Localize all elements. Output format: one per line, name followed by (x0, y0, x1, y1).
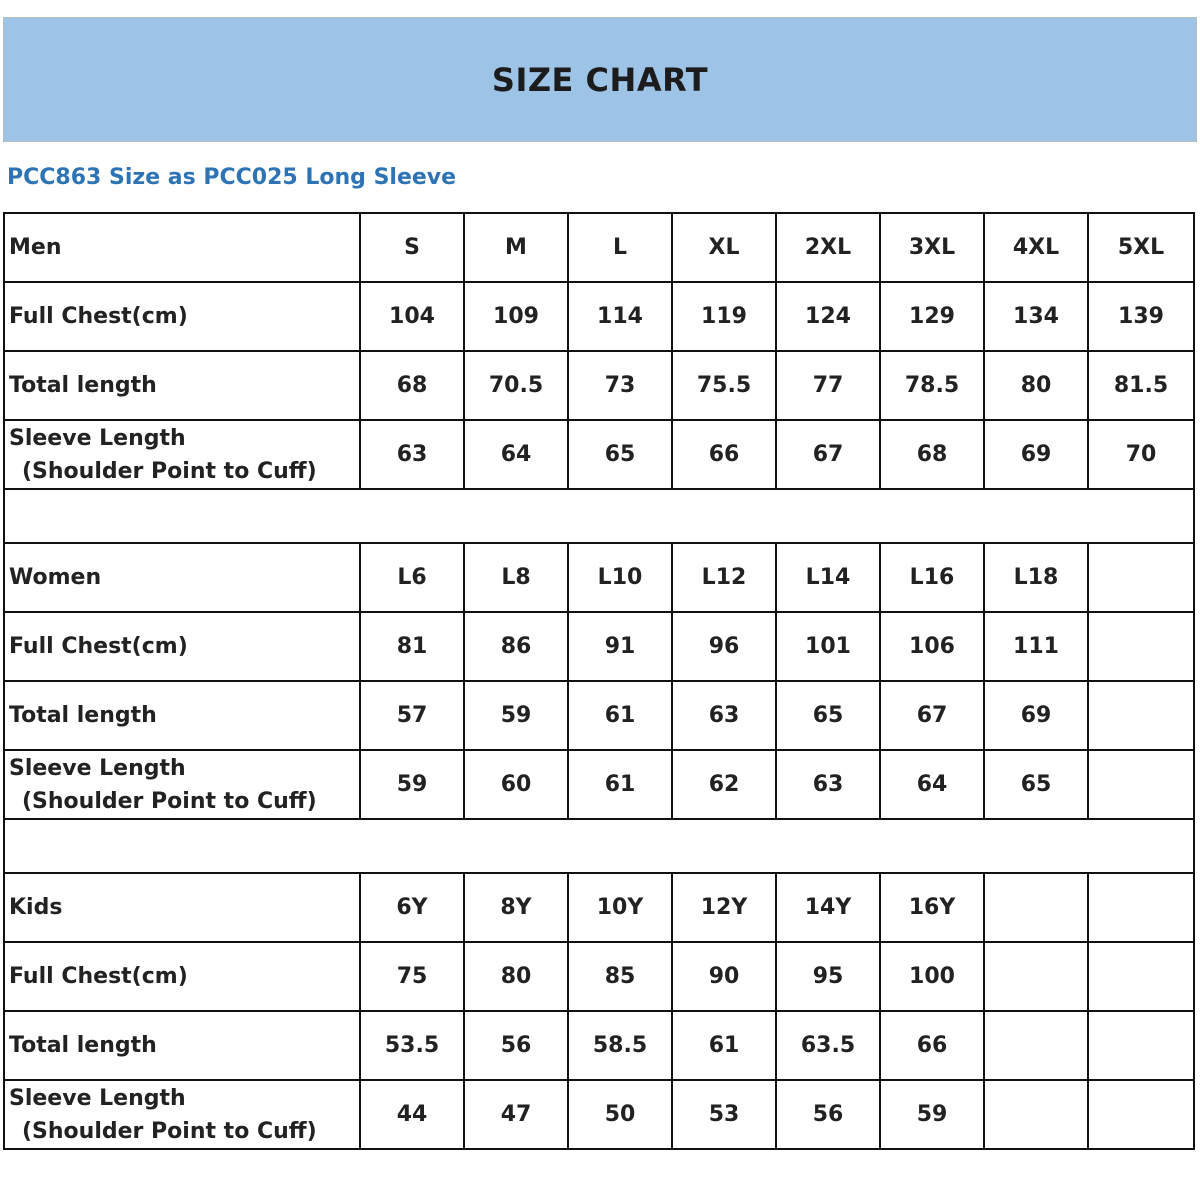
men-value-cell: 63 (360, 420, 464, 489)
women-size-6: L18 (984, 543, 1088, 612)
men-value-cell: 124 (776, 282, 880, 351)
kids-value-cell: 56 (464, 1011, 568, 1080)
women-value-cell: 59 (360, 750, 464, 819)
women-header-row (4, 543, 1194, 612)
title-banner (3, 17, 1197, 142)
men-value-cell: 75.5 (672, 351, 776, 420)
women-data-row (4, 750, 1194, 819)
women-size-5: L16 (880, 543, 984, 612)
women-value-cell: 86 (464, 612, 568, 681)
men-size-1: M (464, 213, 568, 282)
empty-cell (1088, 750, 1194, 819)
men-data-row (4, 351, 1194, 420)
women-value-cell: 59 (464, 681, 568, 750)
spacer-row (4, 819, 1194, 873)
kids-data-row (4, 942, 1194, 1011)
women-value-cell: 64 (880, 750, 984, 819)
men-label: Men (4, 213, 360, 282)
men-value-cell: 104 (360, 282, 464, 351)
row-label-line2: (Shoulder Point to Cuff) (22, 458, 317, 484)
men-value-cell: 70 (1088, 420, 1194, 489)
kids-value-cell: 80 (464, 942, 568, 1011)
kids-value-cell: 44 (360, 1080, 464, 1149)
kids-size-0: 6Y (360, 873, 464, 942)
women-data-row (4, 681, 1194, 750)
men-value-cell: 64 (464, 420, 568, 489)
kids-value-cell: 85 (568, 942, 672, 1011)
men-value-cell: 66 (672, 420, 776, 489)
women-size-0: L6 (360, 543, 464, 612)
empty-cell (984, 873, 1088, 942)
women-label: Women (4, 543, 360, 612)
kids-size-5: 16Y (880, 873, 984, 942)
subtitle: PCC863 Size as PCC025 Long Sleeve (7, 164, 457, 190)
empty-cell (1088, 942, 1194, 1011)
row-label-line1: Sleeve Length (9, 755, 186, 781)
empty-cell (1088, 873, 1194, 942)
empty-cell (1088, 1080, 1194, 1149)
women-size-4: L14 (776, 543, 880, 612)
kids-row-label: Total length (4, 1011, 360, 1080)
men-value-cell: 80 (984, 351, 1088, 420)
kids-value-cell: 66 (880, 1011, 984, 1080)
women-value-cell: 91 (568, 612, 672, 681)
men-value-cell: 81.5 (1088, 351, 1194, 420)
men-value-cell: 78.5 (880, 351, 984, 420)
women-row-label (4, 750, 360, 819)
men-value-cell: 109 (464, 282, 568, 351)
women-size-2: L10 (568, 543, 672, 612)
women-value-cell: 65 (984, 750, 1088, 819)
kids-size-3: 12Y (672, 873, 776, 942)
men-value-cell: 129 (880, 282, 984, 351)
kids-value-cell: 90 (672, 942, 776, 1011)
women-size-3: L12 (672, 543, 776, 612)
row-label-line2: (Shoulder Point to Cuff) (22, 788, 317, 814)
men-row-label: Total length (4, 351, 360, 420)
kids-value-cell: 53 (672, 1080, 776, 1149)
men-data-row (4, 420, 1194, 489)
women-value-cell: 69 (984, 681, 1088, 750)
kids-value-cell: 75 (360, 942, 464, 1011)
spacer-cell (4, 489, 1194, 543)
women-value-cell: 63 (672, 681, 776, 750)
men-value-cell: 139 (1088, 282, 1194, 351)
kids-value-cell: 53.5 (360, 1011, 464, 1080)
kids-size-2: 10Y (568, 873, 672, 942)
kids-value-cell: 61 (672, 1011, 776, 1080)
spacer-row (4, 489, 1194, 543)
empty-cell (984, 1080, 1088, 1149)
women-size-1: L8 (464, 543, 568, 612)
women-value-cell: 96 (672, 612, 776, 681)
women-value-cell: 60 (464, 750, 568, 819)
kids-value-cell: 59 (880, 1080, 984, 1149)
men-value-cell: 134 (984, 282, 1088, 351)
empty-cell (1088, 681, 1194, 750)
kids-data-row (4, 1080, 1194, 1149)
kids-value-cell: 100 (880, 942, 984, 1011)
men-size-7: 5XL (1088, 213, 1194, 282)
men-size-3: XL (672, 213, 776, 282)
men-header-row (4, 213, 1194, 282)
men-value-cell: 70.5 (464, 351, 568, 420)
empty-cell (1088, 1011, 1194, 1080)
empty-cell (1088, 543, 1194, 612)
men-size-2: L (568, 213, 672, 282)
kids-size-1: 8Y (464, 873, 568, 942)
kids-size-4: 14Y (776, 873, 880, 942)
men-row-label (4, 420, 360, 489)
men-data-row (4, 282, 1194, 351)
kids-value-cell: 58.5 (568, 1011, 672, 1080)
men-value-cell: 73 (568, 351, 672, 420)
women-value-cell: 101 (776, 612, 880, 681)
men-value-cell: 114 (568, 282, 672, 351)
men-value-cell: 68 (880, 420, 984, 489)
men-size-5: 3XL (880, 213, 984, 282)
kids-value-cell: 50 (568, 1080, 672, 1149)
men-value-cell: 69 (984, 420, 1088, 489)
kids-label: Kids (4, 873, 360, 942)
kids-value-cell: 63.5 (776, 1011, 880, 1080)
size-table (3, 212, 1195, 1150)
women-value-cell: 106 (880, 612, 984, 681)
row-label-line1: Sleeve Length (9, 1085, 186, 1111)
women-value-cell: 57 (360, 681, 464, 750)
women-value-cell: 63 (776, 750, 880, 819)
women-value-cell: 67 (880, 681, 984, 750)
kids-row-label (4, 1080, 360, 1149)
kids-value-cell: 56 (776, 1080, 880, 1149)
women-value-cell: 61 (568, 681, 672, 750)
empty-cell (1088, 612, 1194, 681)
women-data-row (4, 612, 1194, 681)
size-table-body (4, 213, 1194, 1149)
kids-data-row (4, 1011, 1194, 1080)
kids-value-cell: 47 (464, 1080, 568, 1149)
men-row-label: Full Chest(cm) (4, 282, 360, 351)
row-label-line1: Sleeve Length (9, 425, 186, 451)
women-value-cell: 61 (568, 750, 672, 819)
empty-cell (984, 1011, 1088, 1080)
men-size-0: S (360, 213, 464, 282)
women-value-cell: 65 (776, 681, 880, 750)
men-size-4: 2XL (776, 213, 880, 282)
size-chart-sheet (3, 17, 1197, 1150)
empty-cell (984, 942, 1088, 1011)
women-value-cell: 62 (672, 750, 776, 819)
women-value-cell: 111 (984, 612, 1088, 681)
women-value-cell: 81 (360, 612, 464, 681)
row-label-line2: (Shoulder Point to Cuff) (22, 1118, 317, 1144)
men-value-cell: 77 (776, 351, 880, 420)
kids-row-label: Full Chest(cm) (4, 942, 360, 1011)
women-row-label: Total length (4, 681, 360, 750)
men-value-cell: 67 (776, 420, 880, 489)
men-value-cell: 119 (672, 282, 776, 351)
kids-header-row (4, 873, 1194, 942)
men-value-cell: 65 (568, 420, 672, 489)
men-size-6: 4XL (984, 213, 1088, 282)
women-row-label: Full Chest(cm) (4, 612, 360, 681)
spacer-cell (4, 819, 1194, 873)
men-value-cell: 68 (360, 351, 464, 420)
page-title: SIZE CHART (491, 60, 709, 99)
kids-value-cell: 95 (776, 942, 880, 1011)
